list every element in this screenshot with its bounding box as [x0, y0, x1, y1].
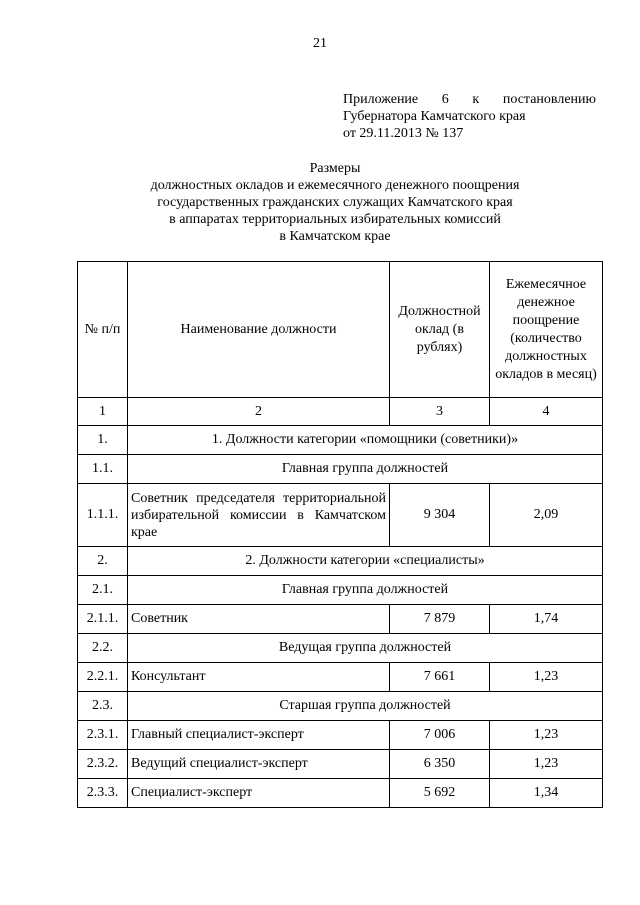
row-number: 1.	[78, 426, 128, 455]
column-number: 3	[390, 398, 490, 426]
table-row	[78, 721, 603, 750]
table-row	[78, 605, 603, 634]
salary-value: 7 661	[390, 663, 490, 692]
salary-value: 9 304	[390, 484, 490, 547]
title-line: Размеры	[309, 161, 361, 176]
appendix-word: постановлению	[502, 92, 596, 107]
bonus-value: 1,74	[490, 605, 603, 634]
row-number: 1.1.	[78, 455, 128, 484]
row-number: 2.3.	[78, 692, 128, 721]
column-number: 1	[78, 398, 128, 426]
column-number: 2	[128, 398, 390, 426]
position-name: Консультант	[128, 663, 390, 692]
page-number: 21	[313, 36, 327, 51]
table-row	[78, 484, 603, 547]
document-title	[75, 160, 595, 245]
table-header-row	[78, 262, 603, 398]
row-number: 2.3.3.	[78, 779, 128, 808]
section-row	[78, 455, 603, 484]
row-number: 2.2.	[78, 634, 128, 663]
table-row	[78, 779, 603, 808]
appendix-word: к	[472, 92, 480, 107]
bonus-value: 1,23	[490, 663, 603, 692]
appendix-line-2: Губернатора Камчатского края	[343, 109, 526, 124]
title-line: в Камчатском крае	[279, 229, 391, 244]
header-num: № п/п	[78, 262, 128, 398]
title-line: должностных окладов и ежемесячного денежного поощрения	[150, 178, 520, 193]
bonus-value: 2,09	[490, 484, 603, 547]
salary-table	[77, 261, 603, 808]
bonus-value: 1,23	[490, 750, 603, 779]
title-line: государственных гражданских служащих Камчатского края	[157, 195, 513, 210]
section-title: Главная группа должностей	[128, 576, 603, 605]
row-number: 1.1.1.	[78, 484, 128, 547]
bonus-value: 1,23	[490, 721, 603, 750]
section-row	[78, 547, 603, 576]
header-salary: Должностной оклад (в рублях)	[390, 262, 490, 398]
table-row	[78, 750, 603, 779]
row-number: 2.2.1.	[78, 663, 128, 692]
section-row	[78, 576, 603, 605]
header-bonus: Ежемесячное денежное поощрение (количество должностных окладов в месяц)	[490, 262, 603, 398]
row-number: 2.3.2.	[78, 750, 128, 779]
appendix-line-3: от 29.11.2013 № 137	[343, 126, 464, 141]
row-number: 2.1.	[78, 576, 128, 605]
position-name: Советник	[128, 605, 390, 634]
bonus-value: 1,34	[490, 779, 603, 808]
position-name: Специалист-эксперт	[128, 779, 390, 808]
header-name: Наименование должности	[128, 262, 390, 398]
appendix-note	[343, 91, 596, 142]
salary-value: 5 692	[390, 779, 490, 808]
section-title: Главная группа должностей	[128, 455, 603, 484]
section-title: 1. Должности категории «помощники (советники)»	[128, 426, 603, 455]
appendix-word: 6	[441, 92, 449, 107]
section-title: 2. Должности категории «специалисты»	[128, 547, 603, 576]
column-number-row	[78, 398, 603, 426]
salary-value: 7 006	[390, 721, 490, 750]
section-row	[78, 426, 603, 455]
position-name: Ведущий специалист-эксперт	[128, 750, 390, 779]
appendix-line-1	[343, 91, 596, 108]
table-row	[78, 663, 603, 692]
row-number: 2.	[78, 547, 128, 576]
section-title: Старшая группа должностей	[128, 692, 603, 721]
row-number: 2.3.1.	[78, 721, 128, 750]
position-name: Главный специалист-эксперт	[128, 721, 390, 750]
salary-value: 7 879	[390, 605, 490, 634]
title-line: в аппаратах территориальных избирательных комиссий	[169, 212, 501, 227]
column-number: 4	[490, 398, 603, 426]
salary-value: 6 350	[390, 750, 490, 779]
section-row	[78, 634, 603, 663]
section-title: Ведущая группа должностей	[128, 634, 603, 663]
appendix-word: Приложение	[343, 92, 419, 107]
position-name: Советник председателя территориальной избирательной комиссии в Камчатском крае	[128, 484, 390, 547]
row-number: 2.1.1.	[78, 605, 128, 634]
section-row	[78, 692, 603, 721]
